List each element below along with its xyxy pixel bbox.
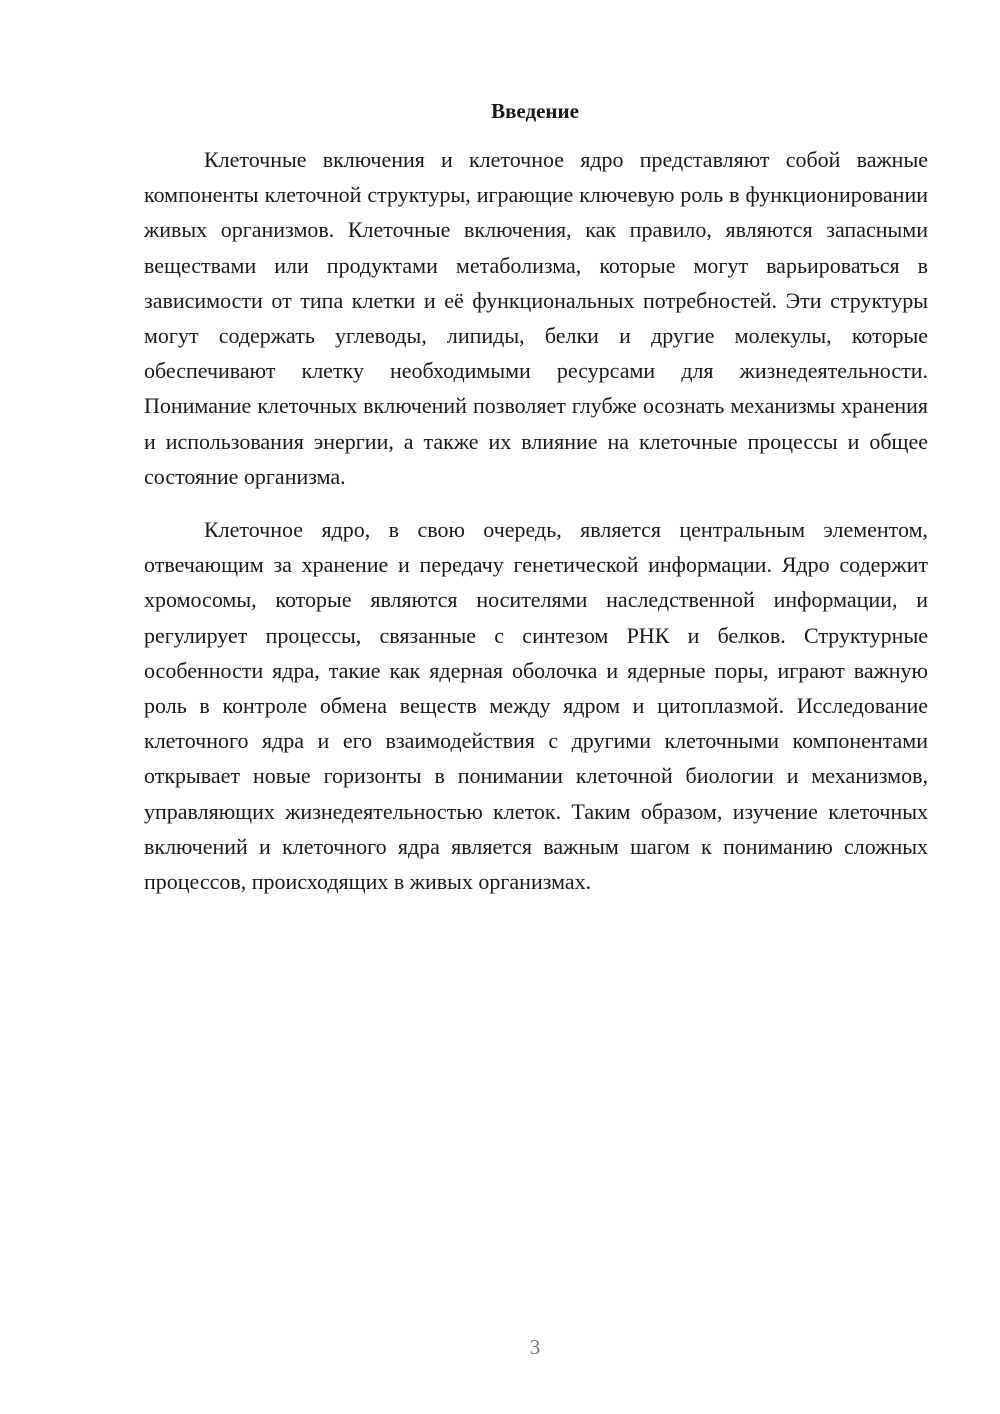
paragraph-cell-inclusions: Клеточные включения и клеточное ядро представляют собой важные компоненты клеточной структуры, играющие ключевую роль в функционировании живых организмов. Клеточные включения, как правило, являются запасными веществами или продуктами метаболизма, которые могут варьироваться в зависимости от типа клетки и её функциональных потребностей. Эти структуры могут содержать углеводы, липиды, белки и другие молекулы, которые обеспечивают клетку необходимыми ресурсами для жизнедеятельности. Понимание клеточных включений позволяет глубже осознать механизмы хранения и использования энергии, а также их влияние на клеточные процессы и общее состояние организма. xyxy=(144,147,928,489)
section-heading: Введение xyxy=(491,99,579,123)
page-number: 3 xyxy=(529,1335,541,1359)
paragraph-cell-nucleus: Клеточное ядро, в свою очередь, является центральным элементом, отвечающим за хранение и передачу генетической информации. Ядро содержит хромосомы, которые являются носителями наследственной информации, и регулирует процессы, связанные с синтезом РНК и белков. Структурные особенности ядра, такие как ядерная оболочка и ядерные поры, играют важную роль в контроле обмена веществ между ядром и цитоплазмой. Исследование клеточного ядра и его взаимодействия с другими клеточными компонентами открывает новые горизонты в понимании клеточной биологии и механизмов, управляющих жизнедеятельностью клеток. Таким образом, изучение клеточных включений и клеточного ядра является важным шагом к пониманию сложных процессов, происходящих в живых организмах. xyxy=(144,517,928,895)
body-text xyxy=(144,142,928,899)
